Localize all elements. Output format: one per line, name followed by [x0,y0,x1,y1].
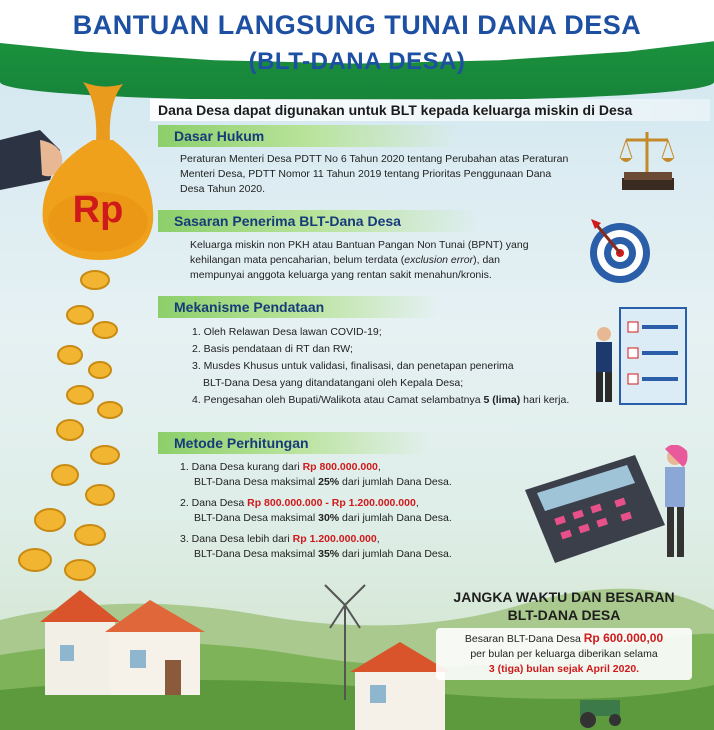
list-item: 1. Oleh Relawan Desa lawan COVID-19; [192,326,382,338]
target-icon [585,215,655,285]
list-item-part: 4. Pengesahan oleh Bupati/Walikota atau Camat selambatnya [192,394,484,406]
list-item-continued [180,475,520,490]
list-item-part: , [377,461,381,473]
section-title-mekanisme: Mekanisme Pendataan [158,296,438,318]
dasar-hukum-text [180,152,600,197]
dasar-hukum-line: Peraturan Menteri Desa PDTT No 6 Tahun 2020 tentang Perubahan atas Peraturan [180,153,569,165]
scales-of-justice-icon [612,126,682,196]
amount-highlight: Rp 800.000.000 [302,461,378,473]
section-title-sasaran: Sasaran Penerima BLT-Dana Desa [158,210,478,232]
coins-illustration [10,260,140,600]
sasaran-line-part: kehilangan mata pencaharian, belum terdata ( [190,254,405,266]
percent-value: 30% [318,512,340,524]
deadline-days: 5 (lima) [483,394,521,406]
jangka-title-line: BLT-DANA DESA [507,607,621,623]
jangka-title [430,588,698,624]
list-item-part: , [376,533,380,545]
list-item-part: 1. Dana Desa kurang dari [180,461,303,473]
list-item-part: BLT-Dana Desa maksimal [194,476,319,488]
sasaran-line: Keluarga miskin non PKH atau Bantuan Pangan Non Tunai (BPNT) yang [190,239,529,251]
list-item: 3. Musdes Khusus untuk validasi, finalisasi, dan penetapan penerima [192,360,514,372]
list-item-part: , [415,497,419,509]
section-title-dasar-hukum: Dasar Hukum [158,125,458,147]
jangka-body [436,628,692,680]
section-title-metode: Metode Perhitungan [158,432,428,454]
amount-highlight: Rp 1.200.000.000 [292,533,377,545]
jangka-line [436,631,692,647]
list-item-part: dari jumlah Dana Desa. [339,548,452,560]
jangka-line-part: Besaran BLT-Dana Desa [464,633,584,645]
amount-highlight: Rp 600.000,00 [583,631,664,645]
list-item-part: dari jumlah Dana Desa. [339,512,452,524]
checklist-icon [590,300,690,410]
list-item-continued: BLT-Dana Desa yang ditandatangani oleh Kepala Desa; [203,377,464,389]
list-item-part: dari jumlah Dana Desa. [339,476,452,488]
list-item-part: hari kerja. [520,394,570,406]
sasaran-line: mempunyai anggota keluarga yang rentan sakit menahun/kronis. [190,269,492,281]
list-item-part: BLT-Dana Desa maksimal [194,548,319,560]
sasaran-line [190,253,590,268]
list-item-part: BLT-Dana Desa maksimal [194,512,319,524]
list-item [180,460,520,475]
calculator-icon [515,445,705,570]
list-item-part: 3. Dana Desa lebih dari [180,533,293,545]
metode-list [180,460,520,562]
jangka-waktu-panel [430,588,698,688]
percent-value: 35% [318,548,340,560]
list-item-continued [180,511,520,526]
list-item-continued [180,547,520,562]
amount-highlight: Rp 800.000.000 - Rp 1.200.000.000 [247,497,416,509]
coin-icon [19,271,122,580]
percent-value: 25% [318,476,340,488]
list-item-part: 2. Dana Desa [180,497,248,509]
exclusion-error-term: exclusion error [404,254,474,266]
page-title: BANTUAN LANGSUNG TUNAI DANA DESA [72,10,642,40]
jangka-duration: 3 (tiga) bulan sejak April 2020. [488,663,640,675]
dasar-hukum-line: Desa Tahun 2020. [180,183,266,195]
money-bag-icon [38,82,158,262]
list-item [192,392,632,409]
dasar-hukum-line: Menteri Desa, PDTT Nomor 11 Tahun 2019 tentang Prioritas Penggunaan Dana [180,168,552,180]
sasaran-line-part: ), dan [473,254,500,266]
list-item: 2. Basis pendataan di RT dan RW; [192,343,353,355]
mekanisme-list [192,324,632,409]
page-subtitle: (BLT-DANA DESA) [248,48,466,75]
jangka-title-line: JANGKA WAKTU DAN BESARAN [453,589,675,605]
bag-label: Rp [72,189,124,231]
list-item [180,496,520,511]
sasaran-text [190,238,590,283]
intro-text: Dana Desa dapat digunakan untuk BLT kepada keluarga miskin di Desa [150,99,710,121]
list-item [180,532,520,547]
jangka-line: per bulan per keluarga diberikan selama [470,648,658,660]
